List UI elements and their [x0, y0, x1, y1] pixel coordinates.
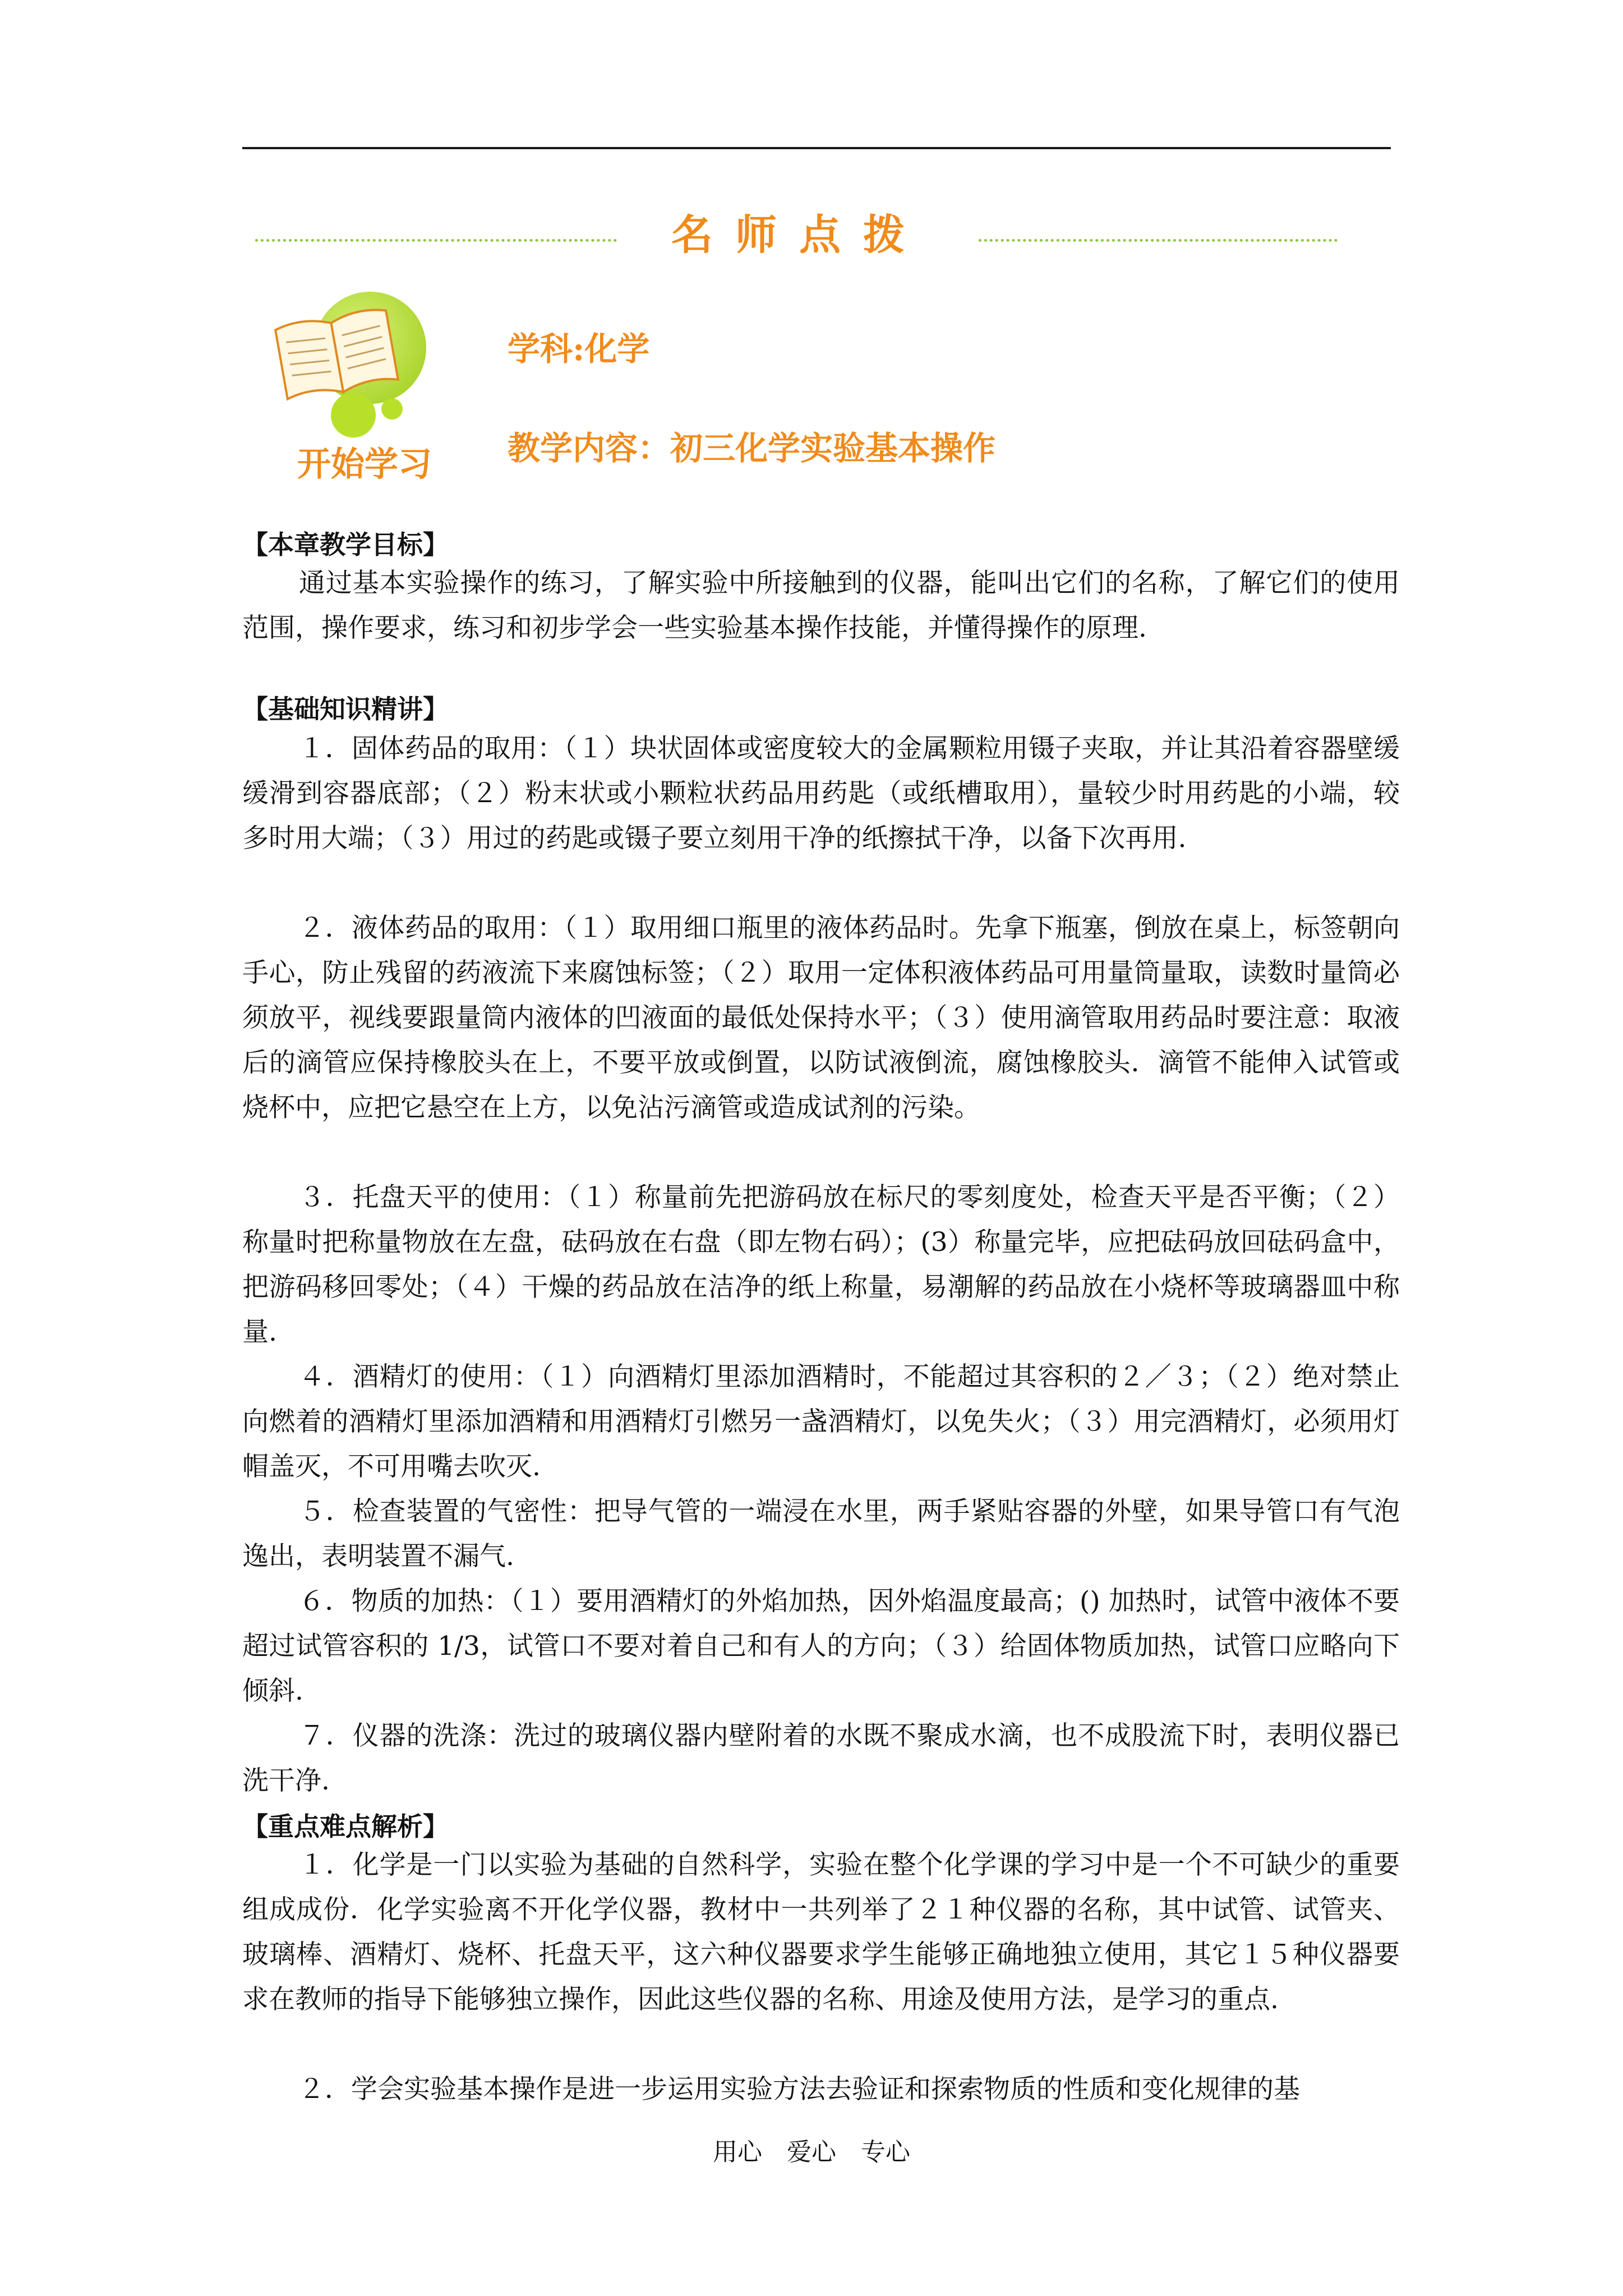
key-text-2: ２．学会实验基本操作是进一步运用实验方法去验证和探索物质的性质和变化规律的基 [298, 2074, 1300, 2105]
key-item-2 [242, 2067, 1400, 2112]
basics-item-5 [242, 1489, 1400, 1579]
basics-text-6: ６．物质的加热：（１）要用酒精灯的外焰加热，因外焰温度最高；() 加热时，试管中液体不要超过试管容积的 1/3，试管口不要对着自己和有人的方向；（３）给固体物质加热，试管口应略向下倾斜. [242, 1586, 1400, 1706]
logo-circle-medium [331, 393, 376, 438]
logo-circle-small [381, 398, 403, 420]
basics-item-4 [242, 1355, 1400, 1489]
goal-text: 通过基本实验操作的练习，了解实验中所接触到的仪器，能叫出它们的名称，了解它们的使用范围，操作要求，练习和初步学会一些实验基本操作技能，并懂得操作的原理. [242, 568, 1400, 643]
key-text-1: １．化学是一门以实验为基础的自然科学，实验在整个化学课的学习中是一个不可缺少的重要组成成份．化学实验离不开化学仪器，教材中一共列举了２１种仪器的名称，其中试管、试管夹、玻璃棒、酒精灯、烧杯、托盘天平，这六种仪器要求学生能够正确地独立使用，其它１５种仪器要求在教师的指导下能够独立操作，因此这些仪器的名称、用途及使用方法，是学习的重点. [242, 1849, 1400, 2015]
start-learning-logo [275, 286, 454, 488]
basics-item-3 [242, 1175, 1400, 1355]
basics-heading: 【基础知识精讲】 [242, 694, 449, 724]
content-line: 教学内容：初三化学实验基本操作 [508, 429, 996, 467]
goal-heading: 【本章教学目标】 [242, 530, 449, 560]
header-rule [242, 147, 1391, 149]
basics-text-1: １．固体药品的取用：（１）块状固体或密度较大的金属颗粒用镊子夹取，并让其沿着容器壁缓缓滑到容器底部；（２）粉末状或小颗粒状药品用药匙（或纸槽取用），量较少时用药匙的小端，较多时用大端；（３）用过的药匙或镊子要立刻用干净的纸擦拭干净，以备下次再用. [242, 733, 1400, 854]
goal-paragraph [242, 561, 1400, 651]
page-footer: 用心 爱心 专心 [713, 2138, 910, 2166]
banner-title: 名师点拨 [671, 211, 927, 259]
basics-text-4: ４．酒精灯的使用：（１）向酒精灯里添加酒精时，不能超过其容积的２／３；（２）绝对禁止向燃着的酒精灯里添加酒精和用酒精灯引燃另一盏酒精灯，以免失火；（３）用完酒精灯，必须用灯帽盖灭，不可用嘴去吹灭. [242, 1361, 1400, 1482]
basics-item-1 [242, 726, 1400, 861]
banner-dots-left [255, 239, 617, 242]
basics-text-3: ３．托盘天平的使用：（１）称量前先把游码放在标尺的零刻度处，检查天平是否平衡；（２）称量时把称量物放在左盘，砝码放在右盘（即左物右码）；(3）称量完毕，应把砝码放回砝码盒中，把游码移回零处；（４）干燥的药品放在洁净的纸上称量，易潮解的药品放在小烧杯等玻璃器皿中称量. [242, 1182, 1400, 1347]
basics-text-5: ５．检查装置的气密性：把导气管的一端浸在水里，两手紧贴容器的外壁，如果导管口有气泡逸出，表明装置不漏气. [242, 1496, 1400, 1572]
basics-item-6 [242, 1579, 1400, 1714]
subject-line: 学科:化学 [508, 330, 650, 368]
basics-text-2: ２．液体药品的取用：（１）取用细口瓶里的液体药品时。先拿下瓶塞，倒放在桌上，标签朝向手心，防止残留的药液流下来腐蚀标签；（２）取用一定体积液体药品可用量筒量取，读数时量筒必须放平，视线要跟量筒内液体的凹液面的最低处保持水平；（３）使用滴管取用药品时要注意：取液后的滴管应保持橡胶头在上，不要平放或倒置，以防试液倒流，腐蚀橡胶头．滴管不能伸入试管或烧杯中，应把它悬空在上方，以免沾污滴管或造成试剂的污染。 [242, 913, 1400, 1123]
banner [250, 202, 1343, 269]
basics-item-7 [242, 1714, 1400, 1803]
banner-dots-right [979, 239, 1338, 242]
key-item-1 [242, 1843, 1400, 2022]
basics-text-7: ７．仪器的洗涤：洗过的玻璃仪器内壁附着的水既不聚成水滴，也不成股流下时，表明仪器已洗干净. [242, 1720, 1400, 1796]
basics-item-2 [242, 906, 1400, 1130]
logo-label: 开始学习 [297, 445, 432, 484]
key-heading: 【重点难点解析】 [242, 1811, 449, 1842]
